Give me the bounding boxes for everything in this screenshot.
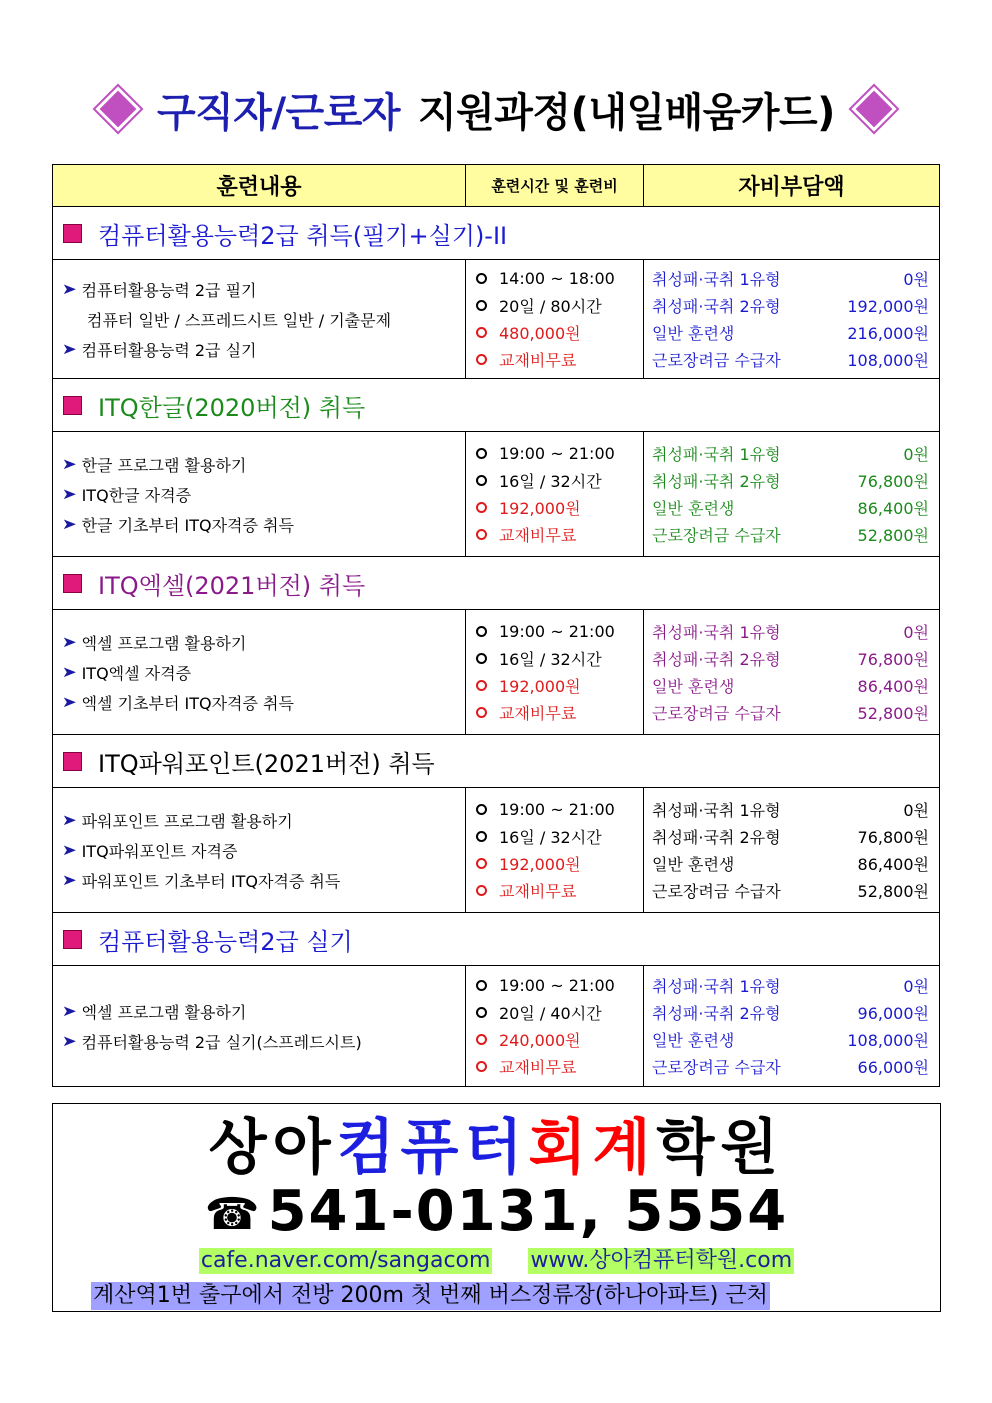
time-fee-item: 14:00 ~ 18:00 xyxy=(476,266,643,293)
content-list xyxy=(53,966,466,1086)
content-item: ➤ 파워포인트 기초부터 ITQ자격증 취득 xyxy=(61,871,341,891)
section-title-text: ITQ엑셀(2021버전) 취득 xyxy=(98,571,366,600)
cost-amount: 96,000원 xyxy=(857,1004,929,1024)
cost-item xyxy=(652,672,929,699)
arrow-bullet-icon: ➤ xyxy=(61,1032,77,1050)
cost-item xyxy=(652,467,929,494)
content-list xyxy=(53,610,466,734)
diamond-icon xyxy=(856,91,893,128)
cost-amount: 0원 xyxy=(903,445,929,465)
cost-item xyxy=(652,1053,929,1080)
cost-amount: 216,000원 xyxy=(847,323,929,343)
cost-item xyxy=(652,619,929,646)
cost-label: 취성패·국취 1유형 xyxy=(652,801,781,821)
cost-item xyxy=(652,319,929,346)
address: 계산역1번 출구에서 전방 200m 첫 번째 버스정류장(하나아파트) 근처 xyxy=(93,1283,768,1308)
cost-label: 근로장려금 수급자 xyxy=(652,525,781,545)
cost-item xyxy=(652,266,929,293)
cost-list xyxy=(644,260,939,378)
time-fee-item: 19:00 ~ 21:00 xyxy=(476,441,643,468)
cost-label: 취성패·국취 2유형 xyxy=(652,297,781,317)
arrow-bullet-icon: ➤ xyxy=(61,1002,77,1020)
cost-list xyxy=(644,610,939,734)
academy-footer xyxy=(52,1103,941,1312)
content-item: ➤ 한글 기초부터 ITQ자격증 취득 xyxy=(61,515,294,535)
time-fee-item: 480,000원 xyxy=(476,319,643,346)
page-title xyxy=(0,78,992,140)
time-fee-list xyxy=(466,788,644,912)
cost-item xyxy=(652,973,929,1000)
circle-bullet-icon xyxy=(476,273,487,284)
arrow-bullet-icon: ➤ xyxy=(61,340,77,358)
time-fee-item: 교재비무료 xyxy=(476,521,643,548)
cost-amount: 0원 xyxy=(903,623,929,643)
circle-bullet-icon xyxy=(476,1034,487,1045)
content-item: ➤ 한글 프로그램 활용하기 xyxy=(61,455,247,475)
time-fee-item: 19:00 ~ 21:00 xyxy=(476,797,643,824)
square-bullet-icon xyxy=(63,930,82,949)
arrow-bullet-icon: ➤ xyxy=(61,871,77,889)
content-item: ➤ 엑셀 프로그램 활용하기 xyxy=(61,633,247,653)
cost-label: 일반 훈련생 xyxy=(652,323,735,343)
cost-item xyxy=(652,292,929,319)
circle-bullet-icon xyxy=(476,680,487,691)
cost-label: 근로장려금 수급자 xyxy=(652,350,781,370)
cost-amount: 76,800원 xyxy=(857,828,929,848)
cost-item xyxy=(652,850,929,877)
circle-bullet-icon xyxy=(476,475,487,486)
cost-label: 취성패·국취 1유형 xyxy=(652,623,781,643)
cost-item xyxy=(652,521,929,548)
arrow-bullet-icon: ➤ xyxy=(61,515,77,533)
section-title-text: 컴퓨터활용능력2급 취득(필기+실기)-II xyxy=(98,221,508,250)
academy-name: 상아컴퓨터회계학원 xyxy=(208,1113,785,1183)
arrow-bullet-icon: ➤ xyxy=(61,693,77,711)
circle-bullet-icon xyxy=(476,858,487,869)
cost-item xyxy=(652,645,929,672)
time-fee-item: 192,000원 xyxy=(476,494,643,521)
cost-item xyxy=(652,346,929,373)
arrow-bullet-icon: ➤ xyxy=(61,280,77,298)
circle-bullet-icon xyxy=(476,300,487,311)
cost-label: 취성패·국취 2유형 xyxy=(652,650,781,670)
time-fee-list xyxy=(466,260,644,378)
cost-item xyxy=(652,494,929,521)
section-title xyxy=(53,913,939,966)
cost-amount: 52,800원 xyxy=(857,881,929,901)
circle-bullet-icon xyxy=(476,831,487,842)
circle-bullet-icon xyxy=(476,885,487,896)
diamond-icon xyxy=(100,91,137,128)
course-sections xyxy=(53,207,939,1086)
circle-bullet-icon xyxy=(476,1061,487,1072)
cost-item xyxy=(652,823,929,850)
circle-bullet-icon xyxy=(476,707,487,718)
time-fee-item: 16일 / 32시간 xyxy=(476,823,643,850)
cost-item xyxy=(652,441,929,468)
time-fee-item: 교재비무료 xyxy=(476,877,643,904)
cost-amount: 86,400원 xyxy=(857,498,929,518)
section-title xyxy=(53,735,939,788)
cost-amount: 192,000원 xyxy=(847,297,929,317)
content-item: ➤ ITQ한글 자격증 xyxy=(61,485,192,505)
cost-amount: 0원 xyxy=(903,977,929,997)
cost-amount: 108,000원 xyxy=(847,350,929,370)
content-item: 컴퓨터 일반 / 스프레드시트 일반 / 기출문제 xyxy=(87,310,392,330)
table-header xyxy=(53,165,939,207)
section-body xyxy=(53,260,939,379)
cost-list xyxy=(644,966,939,1086)
time-fee-list xyxy=(466,610,644,734)
cost-label: 취성패·국취 1유형 xyxy=(652,977,781,997)
cost-item xyxy=(652,877,929,904)
time-fee-item: 20일 / 40시간 xyxy=(476,999,643,1026)
cost-label: 취성패·국취 2유형 xyxy=(652,1004,781,1024)
square-bullet-icon xyxy=(63,752,82,771)
time-fee-item: 20일 / 80시간 xyxy=(476,292,643,319)
arrow-bullet-icon: ➤ xyxy=(61,841,77,859)
time-fee-item: 192,000원 xyxy=(476,672,643,699)
circle-bullet-icon xyxy=(476,653,487,664)
phone-number: ☎ 541-0131, 5554 xyxy=(204,1179,789,1244)
cost-amount: 86,400원 xyxy=(857,854,929,874)
time-fee-item: 16일 / 32시간 xyxy=(476,645,643,672)
section-title-text: ITQ파워포인트(2021버전) 취득 xyxy=(98,749,435,778)
time-fee-list xyxy=(466,966,644,1086)
square-bullet-icon xyxy=(63,396,82,415)
cost-amount: 76,800원 xyxy=(857,472,929,492)
telephone-icon: ☎ xyxy=(204,1188,262,1240)
cost-item xyxy=(652,999,929,1026)
title-course: 지원과정(내일배움카드) xyxy=(417,89,835,136)
header-content: 훈련내용 xyxy=(53,165,466,206)
time-fee-item: 16일 / 32시간 xyxy=(476,467,643,494)
cost-list xyxy=(644,432,939,556)
cost-label: 일반 훈련생 xyxy=(652,854,735,874)
arrow-bullet-icon: ➤ xyxy=(61,811,77,829)
cost-label: 근로장려금 수급자 xyxy=(652,881,781,901)
section-body xyxy=(53,966,939,1086)
cost-item xyxy=(652,1026,929,1053)
circle-bullet-icon xyxy=(476,529,487,540)
circle-bullet-icon xyxy=(476,354,487,365)
square-bullet-icon xyxy=(63,224,82,243)
cost-amount: 76,800원 xyxy=(857,650,929,670)
content-item: ➤ 엑셀 기초부터 ITQ자격증 취득 xyxy=(61,693,294,713)
cost-amount: 108,000원 xyxy=(847,1030,929,1050)
arrow-bullet-icon: ➤ xyxy=(61,485,77,503)
cost-item xyxy=(652,699,929,726)
cost-amount: 52,800원 xyxy=(857,703,929,723)
content-list xyxy=(53,432,466,556)
content-item: ➤ 컴퓨터활용능력 2급 실기(스프레드시트) xyxy=(61,1032,362,1052)
cost-amount: 86,400원 xyxy=(857,676,929,696)
content-item: ➤ 엑셀 프로그램 활용하기 xyxy=(61,1002,247,1022)
title-target: 구직자/근로자 xyxy=(157,89,400,136)
cost-amount: 52,800원 xyxy=(857,525,929,545)
content-list xyxy=(53,788,466,912)
header-cost: 자비부담액 xyxy=(738,175,845,200)
cost-list xyxy=(644,788,939,912)
section-body xyxy=(53,432,939,557)
section-title xyxy=(53,207,939,260)
circle-bullet-icon xyxy=(476,1007,487,1018)
content-item: ➤ ITQ엑셀 자격증 xyxy=(61,663,192,683)
content-list xyxy=(53,260,466,378)
cost-amount: 0원 xyxy=(903,801,929,821)
cost-label: 근로장려금 수급자 xyxy=(652,1057,781,1077)
section-title-text: ITQ한글(2020버전) 취득 xyxy=(98,393,366,422)
cost-label: 취성패·국취 2유형 xyxy=(652,828,781,848)
content-item: ➤ ITQ파워포인트 자격증 xyxy=(61,841,238,861)
content-item: ➤ 컴퓨터활용능력 2급 필기 xyxy=(61,280,257,300)
arrow-bullet-icon: ➤ xyxy=(61,455,77,473)
cost-label: 근로장려금 수급자 xyxy=(652,703,781,723)
cafe-link[interactable]: cafe.naver.com/sangacom xyxy=(200,1248,491,1273)
cost-amount: 66,000원 xyxy=(857,1057,929,1077)
content-item: ➤ 컴퓨터활용능력 2급 실기 xyxy=(61,340,257,360)
arrow-bullet-icon: ➤ xyxy=(61,633,77,651)
time-fee-item: 192,000원 xyxy=(476,850,643,877)
section-body xyxy=(53,610,939,735)
cost-item xyxy=(652,797,929,824)
square-bullet-icon xyxy=(63,574,82,593)
cost-label: 일반 훈련생 xyxy=(652,498,735,518)
time-fee-item: 교재비무료 xyxy=(476,1053,643,1080)
circle-bullet-icon xyxy=(476,804,487,815)
time-fee-item: 19:00 ~ 21:00 xyxy=(476,973,643,1000)
arrow-bullet-icon: ➤ xyxy=(61,663,77,681)
cost-label: 취성패·국취 1유형 xyxy=(652,270,781,290)
time-fee-item: 교재비무료 xyxy=(476,699,643,726)
time-fee-item: 교재비무료 xyxy=(476,346,643,373)
content-item: ➤ 파워포인트 프로그램 활용하기 xyxy=(61,811,293,831)
section-title xyxy=(53,557,939,610)
time-fee-item: 19:00 ~ 21:00 xyxy=(476,619,643,646)
cost-label: 일반 훈련생 xyxy=(652,676,735,696)
cost-amount: 0원 xyxy=(903,270,929,290)
time-fee-item: 240,000원 xyxy=(476,1026,643,1053)
header-time-fee: 훈련시간 및 훈련비 xyxy=(466,165,644,206)
circle-bullet-icon xyxy=(476,626,487,637)
website-link[interactable]: www.상아컴퓨터학원.com xyxy=(530,1248,793,1273)
section-title xyxy=(53,379,939,432)
circle-bullet-icon xyxy=(476,327,487,338)
cost-label: 일반 훈련생 xyxy=(652,1030,735,1050)
circle-bullet-icon xyxy=(476,980,487,991)
cost-label: 취성패·국취 2유형 xyxy=(652,472,781,492)
cost-label: 취성패·국취 1유형 xyxy=(652,445,781,465)
circle-bullet-icon xyxy=(476,502,487,513)
time-fee-list xyxy=(466,432,644,556)
course-table xyxy=(52,164,940,1087)
circle-bullet-icon xyxy=(476,448,487,459)
links xyxy=(53,1248,940,1274)
section-title-text: 컴퓨터활용능력2급 실기 xyxy=(98,927,353,956)
section-body xyxy=(53,788,939,913)
